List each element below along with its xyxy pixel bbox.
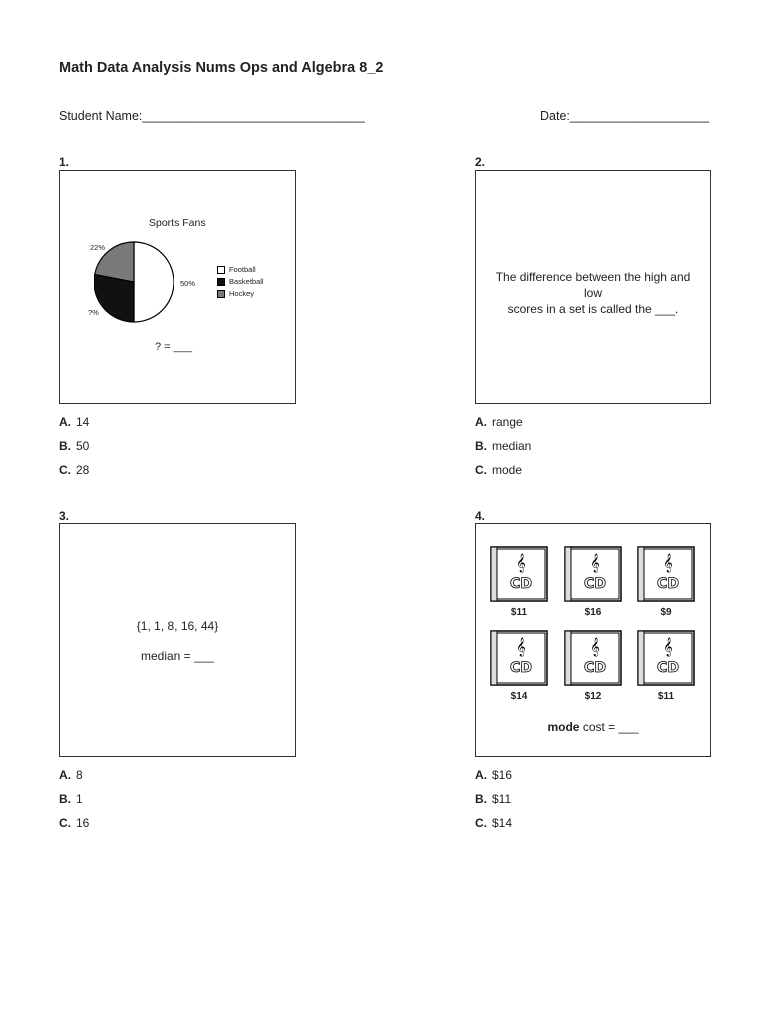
answer-option[interactable]: B. 1 bbox=[59, 792, 83, 806]
clef-glyph: 𝄞 bbox=[663, 553, 673, 572]
answer-option[interactable]: C. $14 bbox=[475, 816, 513, 830]
cd-price: $11 bbox=[657, 691, 675, 702]
question-2-text bbox=[476, 269, 710, 317]
answer-option[interactable]: A. 8 bbox=[59, 768, 83, 782]
cd-price: $11 bbox=[510, 607, 528, 618]
pie-label-basketball: ?% bbox=[88, 308, 99, 317]
answer-option[interactable]: B. 50 bbox=[59, 439, 90, 453]
question-3-box bbox=[59, 523, 296, 757]
student-name-field[interactable]: Student Name:________________________________ bbox=[59, 109, 365, 123]
cd-price: $9 bbox=[660, 607, 672, 618]
answer-option[interactable]: B. $11 bbox=[475, 792, 512, 806]
answer-option[interactable]: A. range bbox=[475, 415, 523, 429]
clef-glyph: 𝄞 bbox=[516, 553, 526, 572]
question-4-answers bbox=[475, 768, 512, 840]
pie-chart bbox=[94, 239, 174, 325]
cd-label: CD bbox=[657, 576, 679, 592]
legend-label-hockey: Hockey bbox=[229, 289, 255, 298]
cd-price: $12 bbox=[584, 691, 602, 702]
legend-label-football: Football bbox=[229, 265, 256, 274]
pie-label-football: 50% bbox=[180, 279, 196, 288]
legend-item-hockey bbox=[217, 289, 254, 298]
cd-label: CD bbox=[510, 660, 532, 676]
legend-label-basketball: Basketball bbox=[229, 277, 264, 286]
legend-item-basketball bbox=[217, 277, 264, 286]
page-title: Math Data Analysis Nums Ops and Algebra 8_2 bbox=[59, 60, 384, 76]
question-1-answers bbox=[59, 415, 89, 487]
cd-case-icon bbox=[637, 630, 695, 686]
cd-label: CD bbox=[584, 660, 606, 676]
question-1-prompt: ? = ___ bbox=[155, 341, 193, 353]
answer-option[interactable]: A. 14 bbox=[59, 415, 90, 429]
date-field[interactable]: Date:____________________ bbox=[540, 109, 709, 123]
cd-case-icon bbox=[490, 546, 548, 602]
legend-swatch-hockey bbox=[217, 290, 225, 298]
cd-price: $16 bbox=[584, 607, 602, 618]
question-2-answers bbox=[475, 415, 531, 487]
question-4-prompt-bold: mode bbox=[547, 720, 580, 734]
pie-chart-title: Sports Fans bbox=[149, 217, 206, 229]
cd-label: CD bbox=[657, 660, 679, 676]
cd-case-icon bbox=[564, 546, 622, 602]
clef-glyph: 𝄞 bbox=[590, 637, 600, 656]
cd-label: CD bbox=[510, 576, 532, 592]
question-3-answers bbox=[59, 768, 89, 840]
cd-case-icon bbox=[637, 546, 695, 602]
question-3-set: {1, 1, 8, 16, 44} bbox=[136, 619, 219, 633]
answer-option[interactable]: C. 16 bbox=[59, 816, 90, 830]
pie-label-hockey: 22% bbox=[90, 243, 106, 252]
question-2-box bbox=[475, 170, 711, 404]
question-3-prompt: median = ___ bbox=[140, 649, 215, 663]
question-2-text-line2: scores in a set is called the ___. bbox=[507, 302, 679, 316]
answer-option[interactable]: C. 28 bbox=[59, 463, 90, 477]
answer-option[interactable]: A. $16 bbox=[475, 768, 513, 782]
clef-glyph: 𝄞 bbox=[590, 553, 600, 572]
clef-glyph: 𝄞 bbox=[663, 637, 673, 656]
answer-option[interactable]: B. median bbox=[475, 439, 532, 453]
pie-slice-football bbox=[134, 242, 174, 322]
question-2-number: 2. bbox=[475, 155, 486, 169]
pie-slice-basketball bbox=[94, 275, 134, 322]
question-1-box bbox=[59, 170, 296, 404]
answer-option[interactable]: C. mode bbox=[475, 463, 523, 477]
cd-price: $14 bbox=[510, 691, 528, 702]
question-1-number: 1. bbox=[59, 155, 70, 169]
question-4-number: 4. bbox=[475, 509, 486, 523]
legend-swatch-basketball bbox=[217, 278, 225, 286]
cd-case-icon bbox=[490, 630, 548, 686]
legend-swatch-football bbox=[217, 266, 225, 274]
question-2-text-line1: The difference between the high and low bbox=[495, 270, 691, 300]
clef-glyph: 𝄞 bbox=[516, 637, 526, 656]
question-4-prompt bbox=[476, 720, 710, 734]
question-4-box bbox=[475, 523, 711, 757]
cd-case-icon bbox=[564, 630, 622, 686]
cd-label: CD bbox=[584, 576, 606, 592]
question-3-number: 3. bbox=[59, 509, 70, 523]
question-4-prompt-rest: cost = ___ bbox=[579, 720, 639, 734]
legend-item-football bbox=[217, 265, 256, 274]
